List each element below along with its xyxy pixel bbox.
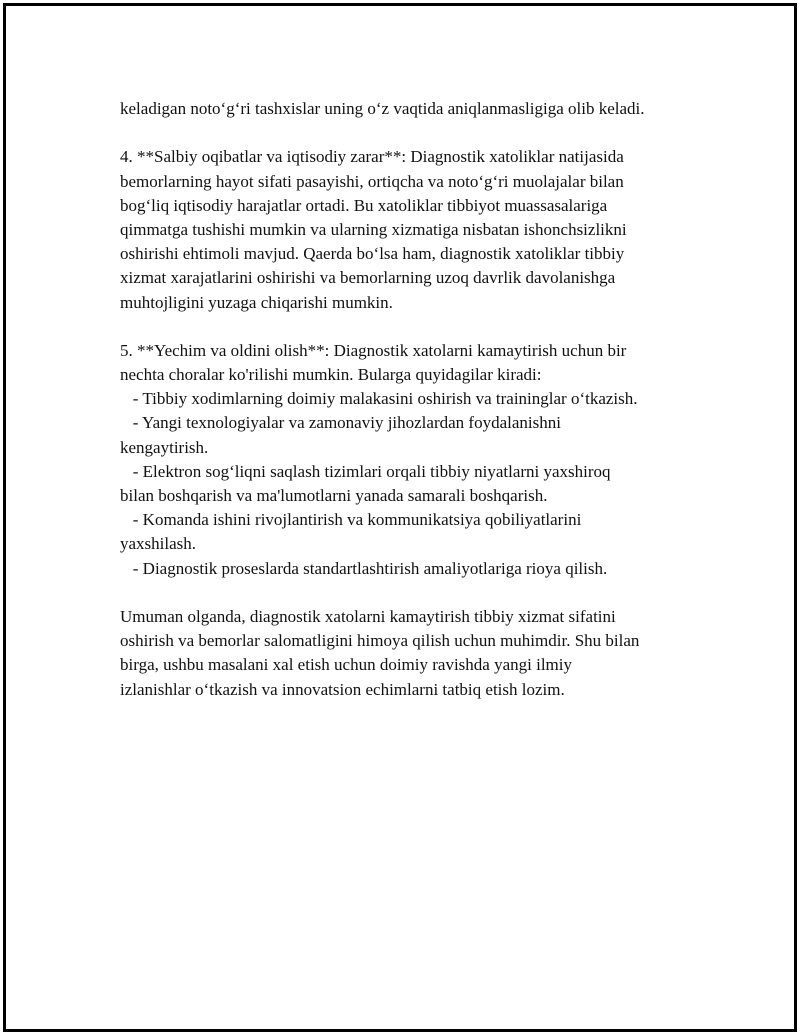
text-line: yaxshilash. xyxy=(120,534,197,554)
text-line: keladigan noto‘g‘ri tashxislar uning o‘z vaqtida aniqlanmasligiga olib keladi. xyxy=(120,99,645,118)
paragraph-gap xyxy=(120,121,700,145)
text-line: - Tibbiy xodimlarning doimiy malakasini oshirish va traininglar o‘tkazish. xyxy=(120,389,638,409)
text-line: - Diagnostik proseslarda standartlashtirish amaliyotlariga rioya qilish. xyxy=(120,558,608,578)
text-line: nechta choralar ko'rilishi mumkin. Bularga quyidagilar kiradi: xyxy=(120,365,542,385)
text-line: bemorlarning hayot sifati pasayishi, ortiqcha va noto‘g‘ri muolajalar bilan xyxy=(120,171,624,191)
paragraph-2 xyxy=(120,145,700,314)
paragraph-gap xyxy=(120,315,700,339)
text-line: oshirish va bemorlar salomatligini himoya qilish uchun muhimdir. Shu bilan xyxy=(120,631,640,651)
text-line: oshirishi ehtimoli mavjud. Qaerda bo‘lsa ham, diagnostik xatoliklar tibbiy xyxy=(120,244,625,264)
text-line: 4. **Salbiy oqibatlar va iqtisodiy zarar**: Diagnostik xatoliklar natijasida xyxy=(120,147,624,167)
text-line: 5. **Yechim va oldini olish**: Diagnostik xatolarni kamaytirish uchun bir xyxy=(120,340,627,360)
text-line: birga, ushbu masalani xal etish uchun doimiy ravishda yangi ilmiy xyxy=(120,655,573,675)
text-line: - Yangi texnologiyalar va zamonaviy jihozlardan foydalanishni xyxy=(120,413,561,433)
text-line: bilan boshqarish va ma'lumotlarni yanada samarali boshqarish. xyxy=(120,486,548,505)
paragraph-4 xyxy=(120,605,700,702)
text-line: qimmatga tushishi mumkin va ularning xizmatiga nisbatan ishonchsizlikni xyxy=(120,219,627,239)
text-line: kengaytirish. xyxy=(120,437,209,457)
document-page xyxy=(3,3,797,1032)
text-line: muhtojligini yuzaga chiqarishi mumkin. xyxy=(120,292,393,312)
text-line: bog‘liq iqtisodiy harajatlar ortadi. Bu xatoliklar tibbiyot muassasalariga xyxy=(120,195,608,215)
text-line: - Elektron sog‘liqni saqlash tizimlari orqali tibbiy niyatlarni yaxshiroq xyxy=(120,461,611,481)
text-line: - Komanda ishini rivojlantirish va kommunikatsiya qobiliyatlarini xyxy=(120,510,582,530)
paragraph-gap xyxy=(120,581,700,605)
document-body xyxy=(120,97,700,702)
text-line: Umuman olganda, diagnostik xatolarni kamaytirish tibbiy xizmat sifatini xyxy=(120,606,616,626)
text-line: xizmat xarajatlarini oshirishi va bemorlarning uzoq davrlik davolanishga xyxy=(120,268,616,288)
paragraph-1 xyxy=(120,97,700,121)
paragraph-3 xyxy=(120,339,700,581)
text-line: izlanishlar o‘tkazish va innovatsion echimlarni tatbiq etish lozim. xyxy=(120,679,565,699)
